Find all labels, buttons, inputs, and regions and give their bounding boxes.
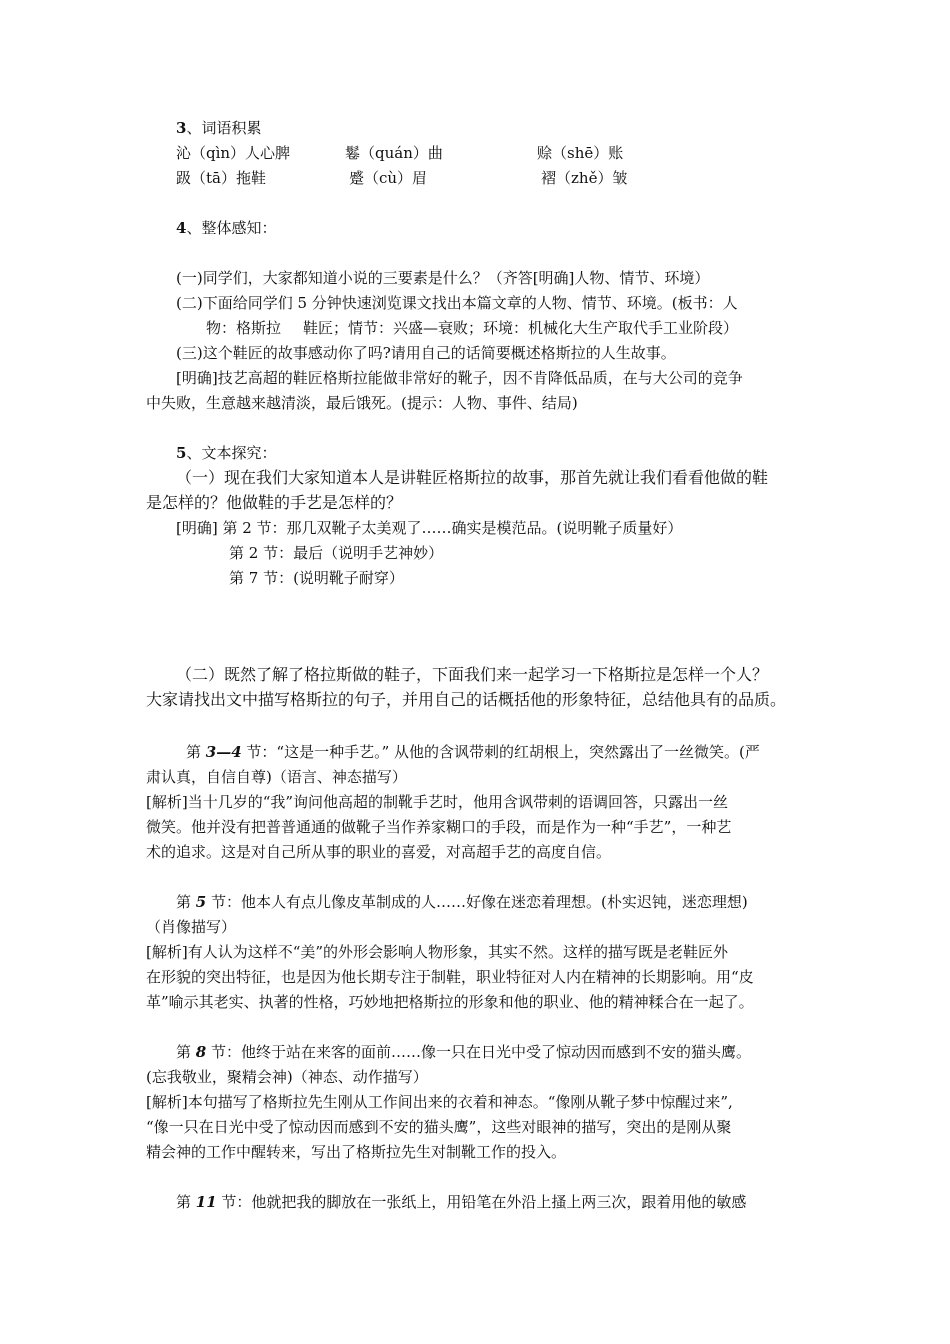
analysis-line: [解析]本句描写了格斯拉先生刚从工作间出来的衣着和神态。“像刚从靴子梦中惊醒过来”,	[146, 1093, 733, 1111]
analysis-line: 革”喻示其老实、执著的性格，巧妙地把格斯拉的形象和他的职业、他的精神糅合在一起了。	[146, 993, 754, 1011]
paragraph-line: （肖像描写）	[146, 918, 237, 936]
vocab-item: 褶（zhě）皱	[541, 169, 628, 187]
analysis-line: 在形貌的突出特征，也是因为他长期专注于制鞋，职业特征对人内在精神的长期影响。用“皮	[146, 968, 754, 986]
vocab-item: 趿（tā）拖鞋	[176, 169, 266, 187]
paragraph-line: （一）现在我们大家知道本人是讲鞋匠格斯拉的故事，那首先就让我们看看他做的鞋	[176, 468, 769, 487]
paragraph-line: （二）既然了解了格拉斯做的鞋子，下面我们来一起学习一下格斯拉是怎样一个人？	[176, 665, 769, 684]
paragraph-line: 第 8 节：他终于站在来客的面前……像一只在日光中受了惊动因而感到不安的猫头鹰。	[176, 1043, 751, 1061]
vocab-item: 鬈（quán）曲	[345, 144, 443, 162]
paragraph-line: 第 3—4 节：“这是一种手艺。” 从他的含讽带刺的红胡根上，突然露出了一丝微笑。(严	[186, 743, 760, 761]
analysis-line: 精会神的工作中醒转来，写出了格斯拉先生对制靴工作的投入。	[146, 1143, 567, 1161]
paragraph-line: (三)这个鞋匠的故事感动你了吗?请用自己的话简要概述格斯拉的人生故事。	[176, 344, 676, 362]
paragraph-line: (二)下面给同学们 5 分钟快速浏览课文找出本篇文章的人物、情节、环境。(板书：人	[176, 294, 738, 312]
section-4-heading: 4、整体感知：	[176, 219, 277, 237]
analysis-line: [解析]当十几岁的“我”询问他高超的制靴手艺时，他用含讽带刺的语调回答，只露出一丝	[146, 793, 729, 811]
section-3-heading: 3、词语积累	[176, 119, 262, 137]
vocab-item: 沁（qìn）人心脾	[176, 144, 291, 162]
analysis-line: 微笑。他并没有把普普通通的做靴子当作养家糊口的手段，而是作为一种“手艺”，一种艺	[146, 818, 732, 836]
paragraph-line: 第 5 节：他本人有点儿像皮革制成的人……好像在迷恋着理想。(朴实迟钝，迷恋理想)	[176, 893, 748, 911]
analysis-line: 术的追求。这是对自己所从事的职业的喜爱，对高超手艺的高度自信。	[146, 843, 612, 861]
analysis-line: “像一只在日光中受了惊动因而感到不安的猫头鹰”，这些对眼神的描写，突出的是刚从聚	[146, 1118, 732, 1136]
vocab-item: 赊（shē）账	[537, 144, 624, 162]
paragraph-line: 第 11 节：他就把我的脚放在一张纸上，用铅笔在外沿上搔上两三次，跟着用他的敏感	[176, 1193, 747, 1211]
paragraph-line: 大家请找出文中描写格斯拉的句子，并用自己的话概括他的形象特征，总结他具有的品质。	[146, 690, 787, 709]
paragraph-line: (一)同学们，大家都知道小说的三要素是什么？（齐答[明确]人物、情节、环境）	[176, 269, 710, 287]
analysis-line: [解析]有人认为这样不“美”的外形会影响人物形象，其实不然。这样的描写既是老鞋匠外	[146, 943, 729, 961]
paragraph-line: [明确] 第 2 节：那几双靴子太美观了……确实是模范品。(说明靴子质量好）	[176, 519, 683, 537]
section-5-heading: 5、文本探究：	[176, 444, 277, 462]
paragraph-line: 是怎样的？他做鞋的手艺是怎样的？	[146, 493, 403, 512]
vocab-item: 蹙（cù）眉	[349, 169, 428, 187]
paragraph-line: [明确]技艺高超的鞋匠格斯拉能做非常好的靴子，因不肯降低品质，在与大公司的竞争	[176, 369, 743, 387]
paragraph-line: (忘我敬业，聚精会神)（神态、动作描写）	[146, 1068, 428, 1086]
paragraph-line: 肃认真，自信自尊)（语言、神态描写）	[146, 768, 407, 786]
paragraph-line: 中失败，生意越来越清淡，最后饿死。(提示：人物、事件、结局)	[146, 394, 578, 412]
paragraph-line: 第 7 节：(说明靴子耐穿）	[229, 569, 404, 587]
paragraph-line: 物：格斯拉 鞋匠；情节：兴盛—衰败；环境：机械化大生产取代手工业阶段）	[206, 319, 739, 337]
paragraph-line: 第 2 节：最后（说明手艺神妙）	[229, 544, 444, 562]
